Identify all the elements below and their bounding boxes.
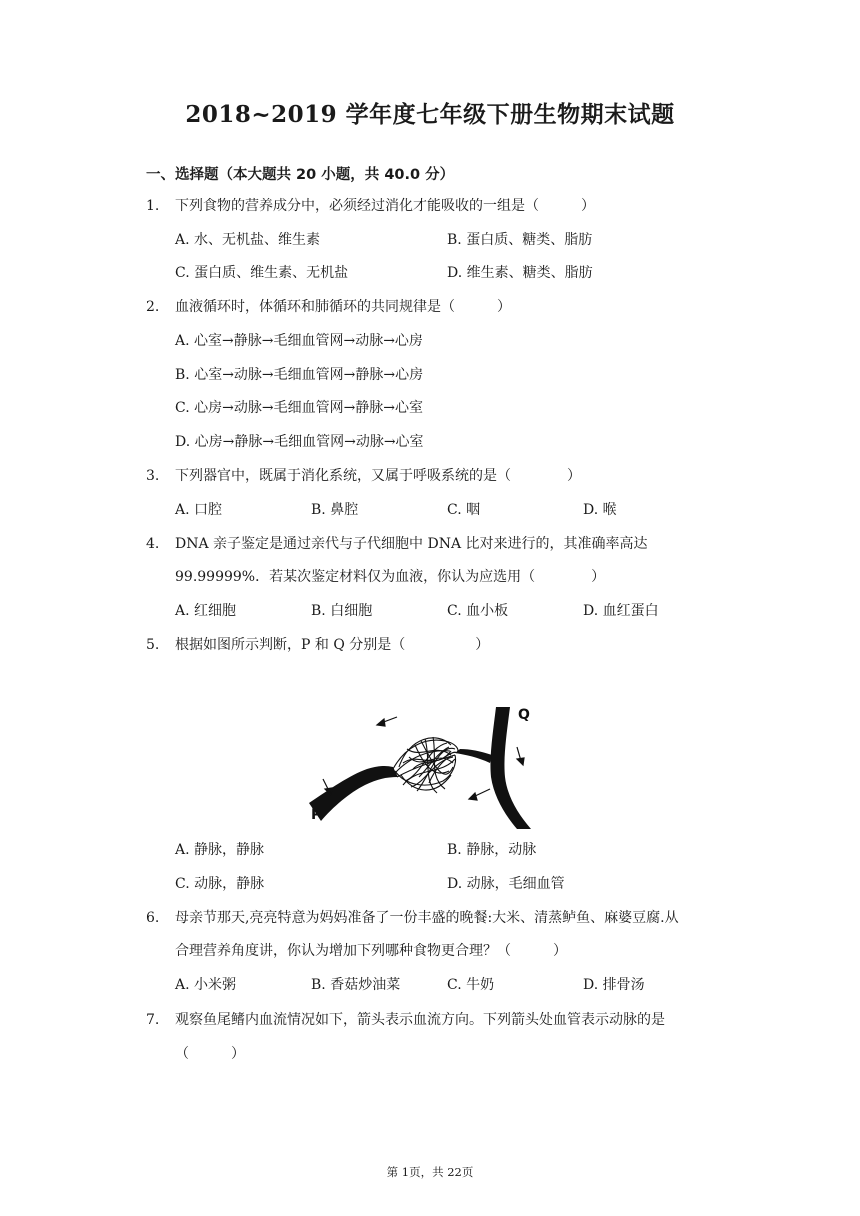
option-a: A. 红细胞 bbox=[175, 603, 237, 619]
page-footer: 第 1页，共 22页 bbox=[386, 1165, 474, 1179]
option-b: B. 白细胞 bbox=[311, 603, 373, 619]
option-a: A. 口腔 bbox=[175, 502, 223, 518]
question-number: 1. bbox=[146, 198, 160, 214]
question-text: DNA 亲子鉴定是通过亲代与子代细胞中 DNA 比对来进行的，其准确率高达 bbox=[175, 536, 648, 552]
option-c: C. 血小板 bbox=[447, 603, 509, 619]
label-q: Q bbox=[518, 707, 530, 723]
option-a: A. 心室→静脉→毛细血管网→动脉→心房 bbox=[175, 333, 423, 349]
option-d: D. 动脉，毛细血管 bbox=[447, 876, 565, 892]
question-text: 观察鱼尾鳍内血流情况如下，箭头表示血流方向。下列箭头处血管表示动脉的是 bbox=[175, 1012, 665, 1028]
option-d: D. 维生素、糖类、脂肪 bbox=[447, 265, 593, 281]
question-text-continued: （ ） bbox=[175, 1046, 245, 1062]
option-d: D. 血红蛋白 bbox=[583, 603, 659, 619]
option-d: D. 喉 bbox=[583, 502, 617, 518]
option-b: B. 蛋白质、糖类、脂肪 bbox=[447, 232, 593, 248]
question-number: 7. bbox=[146, 1012, 160, 1028]
option-b: B. 鼻腔 bbox=[311, 502, 359, 518]
question-text-continued: 合理营养角度讲，你认为增加下列哪种食物更合理？（ ） bbox=[175, 943, 567, 959]
option-d: D. 心房→静脉→毛细血管网→动脉→心室 bbox=[175, 434, 424, 450]
option-b: B. 香菇炒油菜 bbox=[311, 977, 401, 993]
option-c: C. 咽 bbox=[447, 502, 481, 518]
question-number: 4. bbox=[146, 536, 160, 552]
option-d: D. 排骨汤 bbox=[583, 977, 645, 993]
question-text: 血液循环时，体循环和肺循环的共同规律是（ ） bbox=[175, 299, 511, 315]
capillary-network bbox=[393, 737, 458, 793]
question-text: 根据如图所示判断，P 和 Q 分别是（ ） bbox=[175, 637, 490, 653]
option-c: C. 动脉，静脉 bbox=[175, 876, 265, 892]
question-number: 2. bbox=[146, 299, 160, 315]
page-title: 2018~2019 学年度七年级下册生物期末试题 bbox=[185, 101, 675, 128]
label-p: P bbox=[311, 807, 322, 823]
question-number: 3. bbox=[146, 468, 160, 484]
question-number: 6. bbox=[146, 910, 160, 926]
option-a: A. 水、无机盐、维生素 bbox=[175, 232, 321, 248]
option-c: C. 蛋白质、维生素、无机盐 bbox=[175, 265, 349, 281]
vessel-p bbox=[309, 766, 398, 821]
option-b: B. 静脉，动脉 bbox=[447, 842, 537, 858]
option-b: B. 心室→动脉→毛细血管网→静脉→心房 bbox=[175, 367, 424, 383]
section-heading: 一、选择题（本大题共 20 小题，共 40.0 分） bbox=[146, 167, 455, 183]
question-text: 母亲节那天,亮亮特意为妈妈准备了一份丰盛的晚餐:大米、清蒸鲈鱼、麻婆豆腐.从 bbox=[175, 910, 679, 926]
option-c: C. 心房→动脉→毛细血管网→静脉→心室 bbox=[175, 400, 424, 416]
question-text-continued: 99.99999%．若某次鉴定材料仅为血液，你认为应选用（ ） bbox=[175, 569, 606, 585]
question-text: 下列食物的营养成分中，必须经过消化才能吸收的一组是（ ） bbox=[175, 198, 595, 214]
question-number: 5. bbox=[146, 637, 160, 653]
option-a: A. 小米粥 bbox=[175, 977, 237, 993]
question-text: 下列器官中，既属于消化系统，又属于呼吸系统的是（ ） bbox=[175, 468, 581, 484]
option-a: A. 静脉，静脉 bbox=[175, 842, 265, 858]
vessel-q bbox=[490, 707, 531, 829]
blood-vessel-figure bbox=[305, 697, 555, 829]
option-c: C. 牛奶 bbox=[447, 977, 495, 993]
